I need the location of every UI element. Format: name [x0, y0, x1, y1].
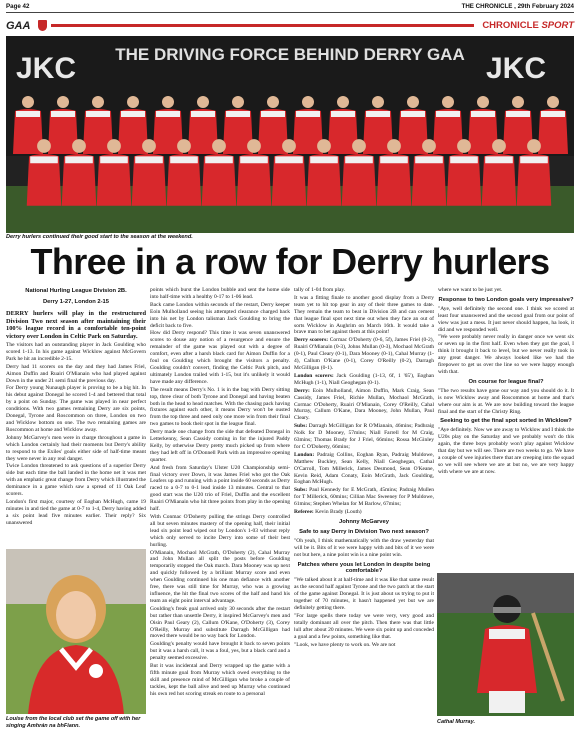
paragraph: tally of 1-04 from play.	[294, 287, 346, 293]
sponsor-left: JKC	[16, 52, 77, 85]
column-1	[6, 287, 146, 547]
paragraph: Derry had 11 scorers on the day and they had James Friel, Aimon Duffin and Ruairi O'Mianain who had played against Down in the under 21 semi final the previous day.	[6, 363, 146, 384]
paragraph: How did Derry respond? This time it was seven unanswered scores to douse any notion of a resurgence and ensure the remainder of the game was played out with a degree of comfort, even after a harsh black card for Aimon Duffin for a foul on Goulding which brought the visitors a penalty. Goulding couldn't convert, finding the Celtic Park pitch, and ultimately London trailed with 1-15, but it's unlikely it would have made any difference.	[150, 330, 290, 385]
question: Safe to say Derry in Division Two next season?	[299, 528, 429, 535]
question: Seeking to get the final spot sorted in Wicklow?	[440, 418, 572, 425]
answer: "We talked about it at half-time and it was like that same result as the second half against Tyrone and the two patch at the start of the game against Donegal. It is just about us trying to put it together of 70 minutes, it hasn't happened yet but we are definitely getting there.	[294, 577, 434, 611]
answer: "Oh yeah, I think mathematically with the draw yesterday that will be it. Bits of it we were happy with and bits of it we were not but here, a nine point win is a nine point win.	[294, 537, 434, 558]
answer: "The two results have gone our way and you should do it. It is now Wicklow away and Roscommon at home and that's where our aim is at. We are now building toward the league final and the start of the Christy Ring.	[438, 387, 574, 415]
referee	[294, 509, 434, 516]
answer: "Look, we have plenty to work on. We are not	[294, 641, 396, 648]
london-team	[294, 452, 434, 487]
paragraph: With Conmac O'Doherty pulling the strings Derry controlled all but seven minutes mastery of the opening half, their initial lead six point lead wiped out by London's 1-03 without reply which only served to incite Derry into some of their best hurling.	[150, 514, 290, 548]
paragraph: Derry made one change from the side that defeated Donegal in Letterkenny, Sean Cassidy coming in for the injured Paddy Kelly, by otherwise Derry pretty much picked up from where they had left off in O'Donnell Park with an impressive opening quarter.	[150, 429, 290, 463]
banner-rule	[51, 24, 474, 27]
girl-photo	[6, 549, 146, 714]
column-3	[294, 287, 434, 734]
gaa-crest-icon	[38, 20, 47, 31]
derry-subs	[294, 423, 434, 451]
label: Referee:	[294, 509, 314, 516]
paper-date: THE CHRONICLE , 29th February 2024	[461, 3, 574, 10]
photo-caption: Derry hurlers continued their good start to the season at the weekend.	[6, 234, 193, 240]
question: Patches where yous let London in despite being comfortable?	[297, 561, 431, 575]
paragraph: points which burst the London bubble and sent the home side into half-time with a healthy 0-17 to 1-06 lead.	[150, 287, 290, 300]
label: Subs:	[294, 423, 308, 430]
value: Darragh McGilligan for R O'Mianain, 46mins; Padhraig Nolk for D Mooney, 57mins; Niall Farrell for M Craig, 63mins; Thomas Brady for J Friel, 66mins; Rossa McGinley for C O'Doherty, 66mins;	[294, 423, 434, 450]
paragraph: Goulding's penalty would have brought it back to seven points but it was a harsh call, it was a foul, yes, but a black card and a penalty seemed excessive.	[150, 641, 290, 662]
question: Response to two London goals very impressive?	[438, 296, 574, 303]
page-header	[6, 3, 574, 13]
paragraph: where we want to be just yet.	[438, 287, 503, 293]
final-score: Derry 1-27, London 2-15	[42, 298, 110, 305]
column-2	[150, 287, 290, 734]
label: Derry:	[294, 387, 310, 394]
cathal-murray-photo	[437, 573, 574, 716]
london-scorers	[294, 373, 434, 387]
label: Subs:	[294, 487, 308, 494]
answer: "Aye, well definitely the second one. I think we scored at least four unanswered and the second goal from our point of view was just a mess. It just never should happen, ha look, it did and we responded well.	[438, 305, 574, 333]
paragraph: The visitors had an outstanding player in Jack Goulding who scored 1-13. In his game against Wicklow against McGovern Park he hit an incredible 2-15.	[6, 342, 146, 362]
column-4	[438, 287, 574, 557]
paragraph: For Derry young Nunaugh player is proving to be a big hit. In his debut against Donegal he scored 1-4 and bettered that total by a point on Sunday. The game was played in near perfect conditions. With two games remaining Derry are six points, Donegal, Tyrone and Roscommon on three, London on two and Wicklow bottom on one. The two remaining games are Roscommon at home and Wicklow away.	[6, 385, 146, 433]
paragraph: Johnny McGarvey's men were in charge throughout a game in which London certainly had their moments but Derry's ability to respond to the Exiles' goals either side of half-time meant they were never in any real danger.	[6, 434, 146, 462]
value: Cormac O'Doherty (0-6, 5f), James Friel (0-2), Ruairi O'Mianain (0-3), Johns Mullan (0-3), Mochaol McGrath (0-1), Paul Cleary (0-1), Dara Mooney (0-1), Cahal Murray (1-4), Callum O'Kane (0-1), Corey O'Reilly (0-2), Darragh McGilligan (0-1).	[294, 337, 434, 371]
derry-team	[294, 388, 434, 423]
paragraph: Goulding's freak goal arrived only 30 seconds after the restart but rather than unsettle Derry, it inspired McGarvey's men and Oisin Paul Geary (2), Callum O'Kane, O'Doherty (3), Corey O'Reilly, Murray and substitute Darragh McGilligan had moved there would be no way back for London.	[150, 605, 290, 640]
derry-scorers	[294, 337, 434, 372]
cathal-caption: Cathal Murray.	[437, 719, 476, 725]
page-number: Page 42	[6, 3, 30, 10]
paragraph: But it was incidental and Derry wrapped up the game with a fifth minute goal from Murray which owed everything to the skill and presence mind of McGilligan who broke a couple of tackles, kept the ball alive and teed up Murray who continued his own red hot scoring streak en route to a personal	[150, 663, 290, 697]
london-subs	[294, 487, 434, 508]
sponsor-right: JKC	[486, 52, 547, 85]
answer: "Aye definitely. Now we are away to Wicklow and I think the U20s play on the Saturday and we probably won't do this again, the three boys probably won't play against Wicklow that day but we will see. There are two weeks to go. We have a couple of wee injuries there that are creeping into the squad so we will see where we are at but no, we are very happy with where we are at now.	[438, 427, 574, 475]
label: Derry scorers:	[294, 337, 329, 344]
interview-heading: Johnny McGarvey	[339, 519, 389, 525]
paragraph: It was a fitting finale to another good display from a Derry team yet to hit top gear in any of their three games to date. They remain the team to beat in Division 2B and can cement that league final spot next time out when they face an out of sorts Wicklow in Aughrim on March 16th. It would take a brave man to bet against them at this point!	[294, 294, 434, 336]
team-photo	[6, 36, 574, 233]
value: Padraig Collins, Eoghan Ryan, Padraig Muldowe, Matthew Buckley, Sean Kelly, Niall Geoghegan, Cathal O'Carroll, Tom Millerick, James Desmond, Sean O'Keane, Kevin Reid, Adam Conaty, Eoin McGrath, Jack Goulding, Eoghan McHugh.	[294, 451, 434, 486]
league-name: National Hurling League Division 2B.	[25, 288, 127, 294]
answer: "We were probably never really in danger once we went six or seven up in the first half. Even when they got the goal, I think it brought it back to level, but we never really took in any great danger. We always looked like we had the firepower to get us over the line so we were happy enough with that.	[438, 334, 574, 375]
sport-label: SPORT	[541, 20, 574, 31]
paragraph: O'Mianain, Mochaol McGrath, O'Doherty (2), Cahal Murray and John Mullan all split the posts before Goulding temporarily stopped the Oak march. Dara Mooney was up next and quickly followed by a brilliant Murray score and even when Goulding continued his one man defiance with another free, there was still time for Murray, who was a growing influence, the hit the final two scores of the half and hand his team an eight point interval advantage.	[150, 549, 290, 604]
value: Paul Kennedy for E McGrath, 45mins; Padraig Mullen for T Millerick, 60mins; Cillian Mac Sweeney for P Muldowe, 61mins; Stephen Whelan for M Barlow, 67mins;	[294, 487, 434, 508]
intro-paragraph: DERRY hurlers will play in the restructured Division Two next season after maintaining their 100% league record in a comfortable ten-point victory over London in Celtic Park on Saturday.	[6, 309, 146, 341]
label: London:	[294, 451, 315, 458]
label: London scorers:	[294, 372, 334, 379]
paragraph: Twice London threatened to ask questions of a superior Derry side but each time the ball landed in the home net it was met with an emphatic great change from Derry which illustrated the dominance in a game which saw a spread of 11 Oak Leaf scorers.	[6, 463, 146, 498]
value: Kevin Brady (Louth)	[315, 509, 362, 516]
value: Eoin Mulholland, Aimon Duffin, Mark Craig, Sean Cassidy, James Friel, Richie Mullan, Mochaol McGrath, Cormac O'Doherty, Ruairi O'Mianain, Corey O'Reilly, Cahal Murray, Callum O'Kane, Dara Mooney, John Mullan, Paul Cleary.	[294, 387, 434, 422]
headline: Three in a row for Derry hurlers	[30, 241, 550, 282]
paragraph: The result means Derry's No. 1 is in the bag with Derry sitting top, three clear of both Tyrone and Donegal and having beaten both in the head to head matches. With the chasing pack having fixtures against each other, it means Derry won't be ousted from the top three and need only one more win from their final two games to book their spot in the league final.	[150, 386, 290, 428]
chronicle-sport-logo	[482, 20, 574, 31]
gaa-label: GAA	[6, 19, 31, 32]
chronicle-label: CHRONICLE	[482, 20, 539, 31]
girl-caption: Louise from the local club set the game off with her singing Amhrán na bhFiann.	[6, 716, 141, 729]
paragraph: Back came London within seconds of the restart, Derry keeper Eoin Mulholland seeing his attempted clearance charged back into his net by London talisman Jack Goulding to bring the deficit back to five.	[150, 301, 290, 329]
paragraph: London's first major, courtesy of Eoghan McHugh, came 19 minutes in and tied the game at 0-7 to 1-4, Derry having added a six point lead five minutes earlier. Their reply? Six unanswered	[6, 498, 146, 526]
question: On course for league final?	[468, 378, 544, 385]
section-banner	[6, 17, 574, 34]
value: Jack Goulding (1-13, 6f, 1 '65'), Eoghan McHugh (1-1), Niall Geoghegan (0-1).	[294, 372, 434, 386]
answer: "For large spells there today we were very, very good and totally dominant all over the pitch. Then there was that little lull after about 20 minutes. We were six point up and conceded a goal and a few points, something like that.	[294, 612, 434, 640]
paragraph: And fresh from Saturday's Ulster U20 Championship semi-final victory over Down, it was James Friel who got the Oak Leafers up and running with a point inside 60 seconds as Derry raced to a 0-7 to 0-1 lead inside 13 minutes. Central to that good start was the U20 trio of Friel, Duffin and the excellent Ruairi O'Mianain who hit three points from play in the opening half.	[150, 464, 290, 513]
backdrop-slogan: THE DRIVING FORCE BEHIND DERRY GAA	[115, 45, 465, 64]
article-body	[6, 287, 574, 734]
